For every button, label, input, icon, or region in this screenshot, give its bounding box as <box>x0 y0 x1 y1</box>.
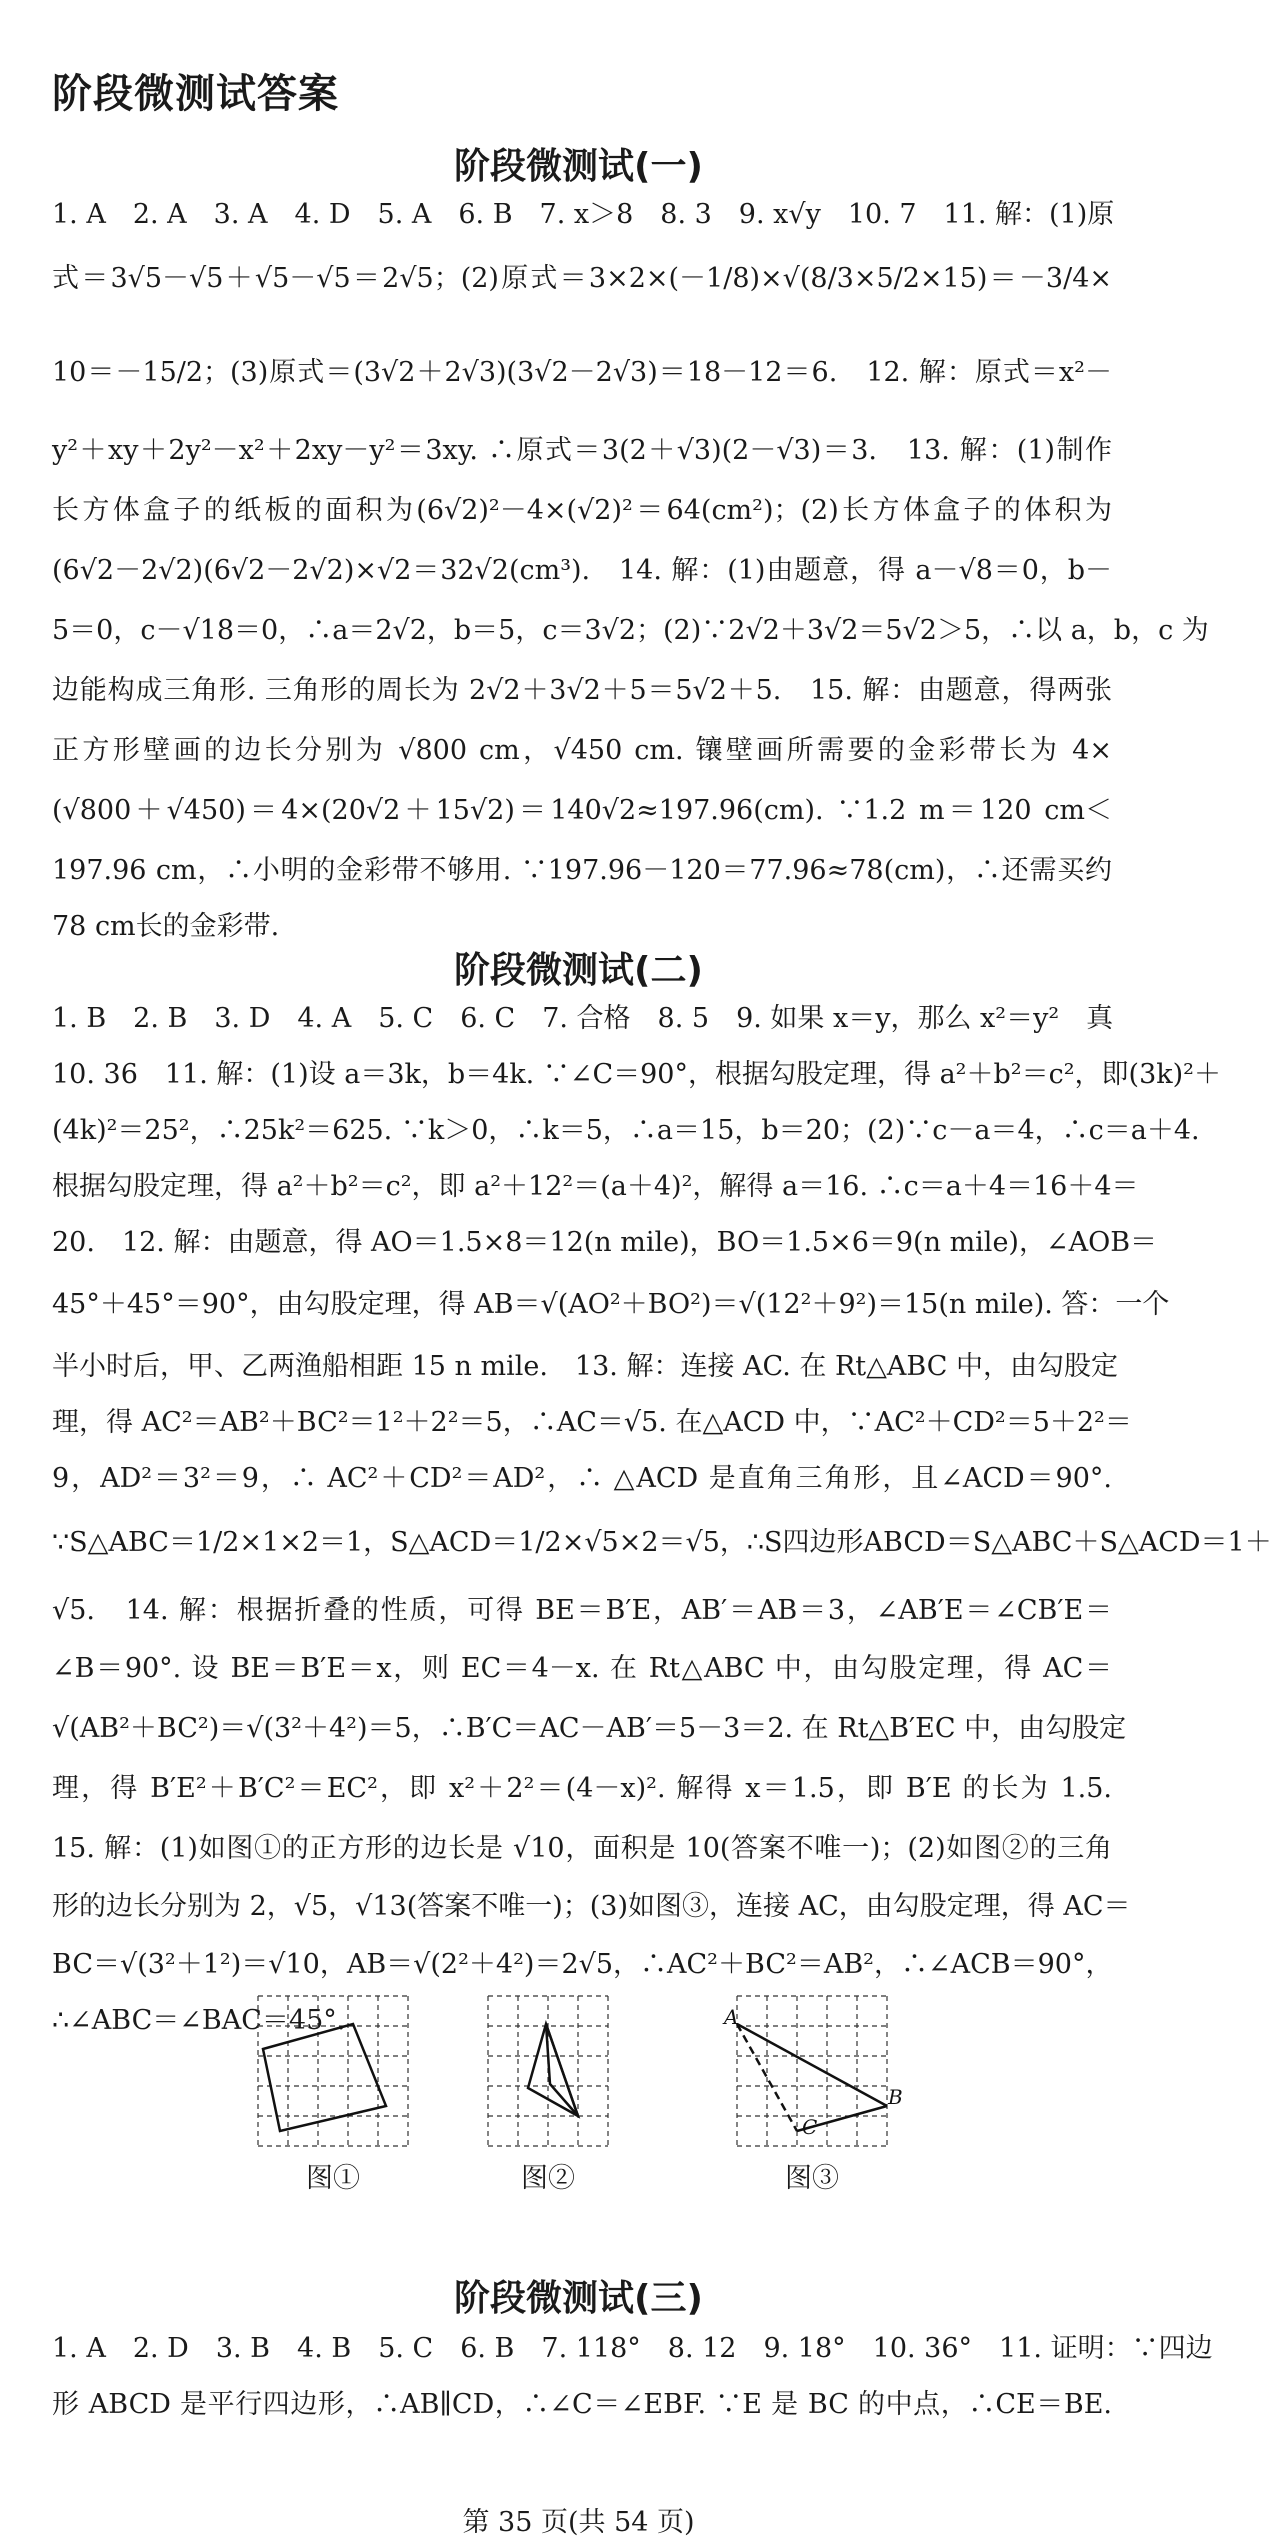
text-line: 根据勾股定理，得 a²＋b²＝c²，即 a²＋12²＝(a＋4)²，解得 a＝16. ∴c＝a＋4＝16＋4＝ <box>52 1171 1139 1202</box>
text-line: ∵S△ABC＝1/2×1×2＝1，S△ACD＝1/2×√5×2＝√5，∴S四边形ABCD＝S△ABC＋S△ACD＝1＋ <box>52 1527 1272 1558</box>
section-title-2: 阶段微测试(二) <box>454 950 703 991</box>
figure-2-caption: 图② <box>521 2163 575 2194</box>
text-line: 长方体盒子的纸板的面积为(6√2)²－4×(√2)²＝64(cm²)；(2)长方体盒子的体积为 <box>52 495 1112 526</box>
text-line: (4k)²＝25²，∴25k²＝625. ∵k＞0，∴k＝5，∴a＝15，b＝20；(2)∵c－a＝4，∴c＝a＋4. <box>52 1115 1200 1146</box>
text-line: 1. A 2. D 3. B 4. B 5. C 6. B 7. 118° 8. 12 9. 18° 10. 36° 11. 证明：∵四边 <box>52 2333 1213 2364</box>
figure-3 <box>722 1996 902 2146</box>
text-line: ∠B＝90°. 设 BE＝B′E＝x，则 EC＝4－x. 在 Rt△ABC 中，由勾股定理，得 AC＝ <box>52 1653 1112 1684</box>
point-b-label: B <box>888 2085 903 2109</box>
text-line: 边能构成三角形. 三角形的周长为 2√2＋3√2＋5＝5√2＋5. 15. 解：由题意，得两张 <box>52 675 1112 706</box>
text-line: 形的边长分别为 2，√5，√13(答案不唯一)；(3)如图③，连接 AC，由勾股定理，得 AC＝ <box>52 1891 1131 1922</box>
text-line: 1. A 2. A 3. A 4. D 5. A 6. B 7. x＞8 8. 3 9. x√y 10. 7 11. 解：(1)原 <box>52 199 1115 230</box>
page-footer: 第 35 页(共 54 页) <box>462 2507 695 2538</box>
text-line: √5. 14. 解：根据折叠的性质，可得 BE＝B′E，AB′＝AB＝3，∠AB′E＝∠CB′E＝ <box>52 1595 1112 1626</box>
section-title-3: 阶段微测试(三) <box>454 2278 703 2319</box>
text-line: 78 cm长的金彩带. <box>52 911 280 942</box>
text-line: 9，AD²＝3²＝9，∴ AC²＋CD²＝AD²，∴ △ACD 是直角三角形，且∠ACD＝90°. <box>52 1463 1112 1494</box>
text-line: 形 ABCD 是平行四边形，∴AB∥CD，∴∠C＝∠EBF. ∵E 是 BC 的中点，∴CE＝BE. <box>52 2389 1112 2420</box>
section-title-1: 阶段微测试(一) <box>454 146 703 187</box>
text-line: (6√2－2√2)(6√2－2√2)×√2＝32√2(cm³). 14. 解：(1)由题意，得 a－√8＝0，b－ <box>52 555 1112 586</box>
text-line: 10. 36 11. 解：(1)设 a＝3k，b＝4k. ∵∠C＝90°，根据勾股定理，得 a²＋b²＝c²，即(3k)²＋ <box>52 1059 1221 1090</box>
text-line: 45°＋45°＝90°，由勾股定理，得 AB＝√(AO²＋BO²)＝√(12²＋9²)＝15(n mile). 答：一个 <box>52 1289 1170 1320</box>
text-line: 正方形壁画的边长分别为 √800 cm，√450 cm. 镶壁画所需要的金彩带长为 4× <box>52 735 1112 766</box>
text-line: y²＋xy＋2y²－x²＋2xy－y²＝3xy. ∴原式＝3(2＋√3)(2－√3)＝3. 13. 解：(1)制作 <box>52 435 1112 466</box>
point-c-label: C <box>802 2115 818 2139</box>
text-line: √(AB²＋BC²)＝√(3²＋4²)＝5，∴B′C＝AC－AB′＝5－3＝2. 在 Rt△B′EC 中，由勾股定 <box>52 1713 1127 1744</box>
grid-square-diagram <box>258 1996 408 2146</box>
grid-triangle-diagram <box>488 1996 608 2146</box>
text-line: 1. B 2. B 3. D 4. A 5. C 6. C 7. 合格 8. 5 9. 如果 x＝y，那么 x²＝y² 真 <box>52 1003 1114 1034</box>
figure-1 <box>258 1996 408 2146</box>
grid-triangle-abc-diagram <box>722 1996 902 2146</box>
text-line: 5＝0，c－√18＝0，∴a＝2√2，b＝5，c＝3√2；(2)∵2√2＋3√2＝5√2＞5，∴以 a，b，c 为 <box>52 615 1209 646</box>
text-line: 理，得 B′E²＋B′C²＝EC²，即 x²＋2²＝(4－x)². 解得 x＝1.5，即 B′E 的长为 1.5. <box>52 1773 1112 1804</box>
figure-3-caption: 图③ <box>785 2163 839 2194</box>
text-line: ∴∠ABC＝∠BAC＝45°. <box>52 2005 346 2036</box>
figure-row <box>0 1996 1157 2226</box>
text-line: 半小时后，甲、乙两渔船相距 15 n mile. 13. 解：连接 AC. 在 Rt△ABC 中，由勾股定 <box>52 1351 1118 1382</box>
text-line: 式＝3√5－√5＋√5－√5＝2√5；(2)原式＝3×2×(－1/8)×√(8/3×5/2×15)＝－3/4× <box>52 263 1112 294</box>
figure-2 <box>488 1996 608 2146</box>
page-title: 阶段微测试答案 <box>52 71 339 117</box>
text-line: BC＝√(3²＋1²)＝√10，AB＝√(2²＋4²)＝2√5，∴AC²＋BC²＝AB²，∴∠ACB＝90°， <box>52 1949 1113 1980</box>
point-a-label: A <box>724 2005 739 2029</box>
text-line: 10＝－15/2；(3)原式＝(3√2＋2√3)(3√2－2√3)＝18－12＝6. 12. 解：原式＝x²－ <box>52 357 1112 388</box>
text-line: 20. 12. 解：由题意，得 AO＝1.5×8＝12(n mile)，BO＝1.5×6＝9(n mile)，∠AOB＝ <box>52 1227 1158 1258</box>
text-line: 理，得 AC²＝AB²＋BC²＝1²＋2²＝5，∴AC＝√5. 在△ACD 中，∵AC²＋CD²＝5＋2²＝ <box>52 1407 1132 1438</box>
text-line: 15. 解：(1)如图①的正方形的边长是 √10，面积是 10(答案不唯一)；(2)如图②的三角 <box>52 1833 1112 1864</box>
figure-1-caption: 图① <box>306 2163 360 2194</box>
text-line: (√800＋√450)＝4×(20√2＋15√2)＝140√2≈197.96(cm). ∵1.2 m＝120 cm＜ <box>52 795 1112 826</box>
text-line: 197.96 cm，∴小明的金彩带不够用. ∵197.96－120＝77.96≈78(cm)，∴还需买约 <box>52 855 1112 886</box>
